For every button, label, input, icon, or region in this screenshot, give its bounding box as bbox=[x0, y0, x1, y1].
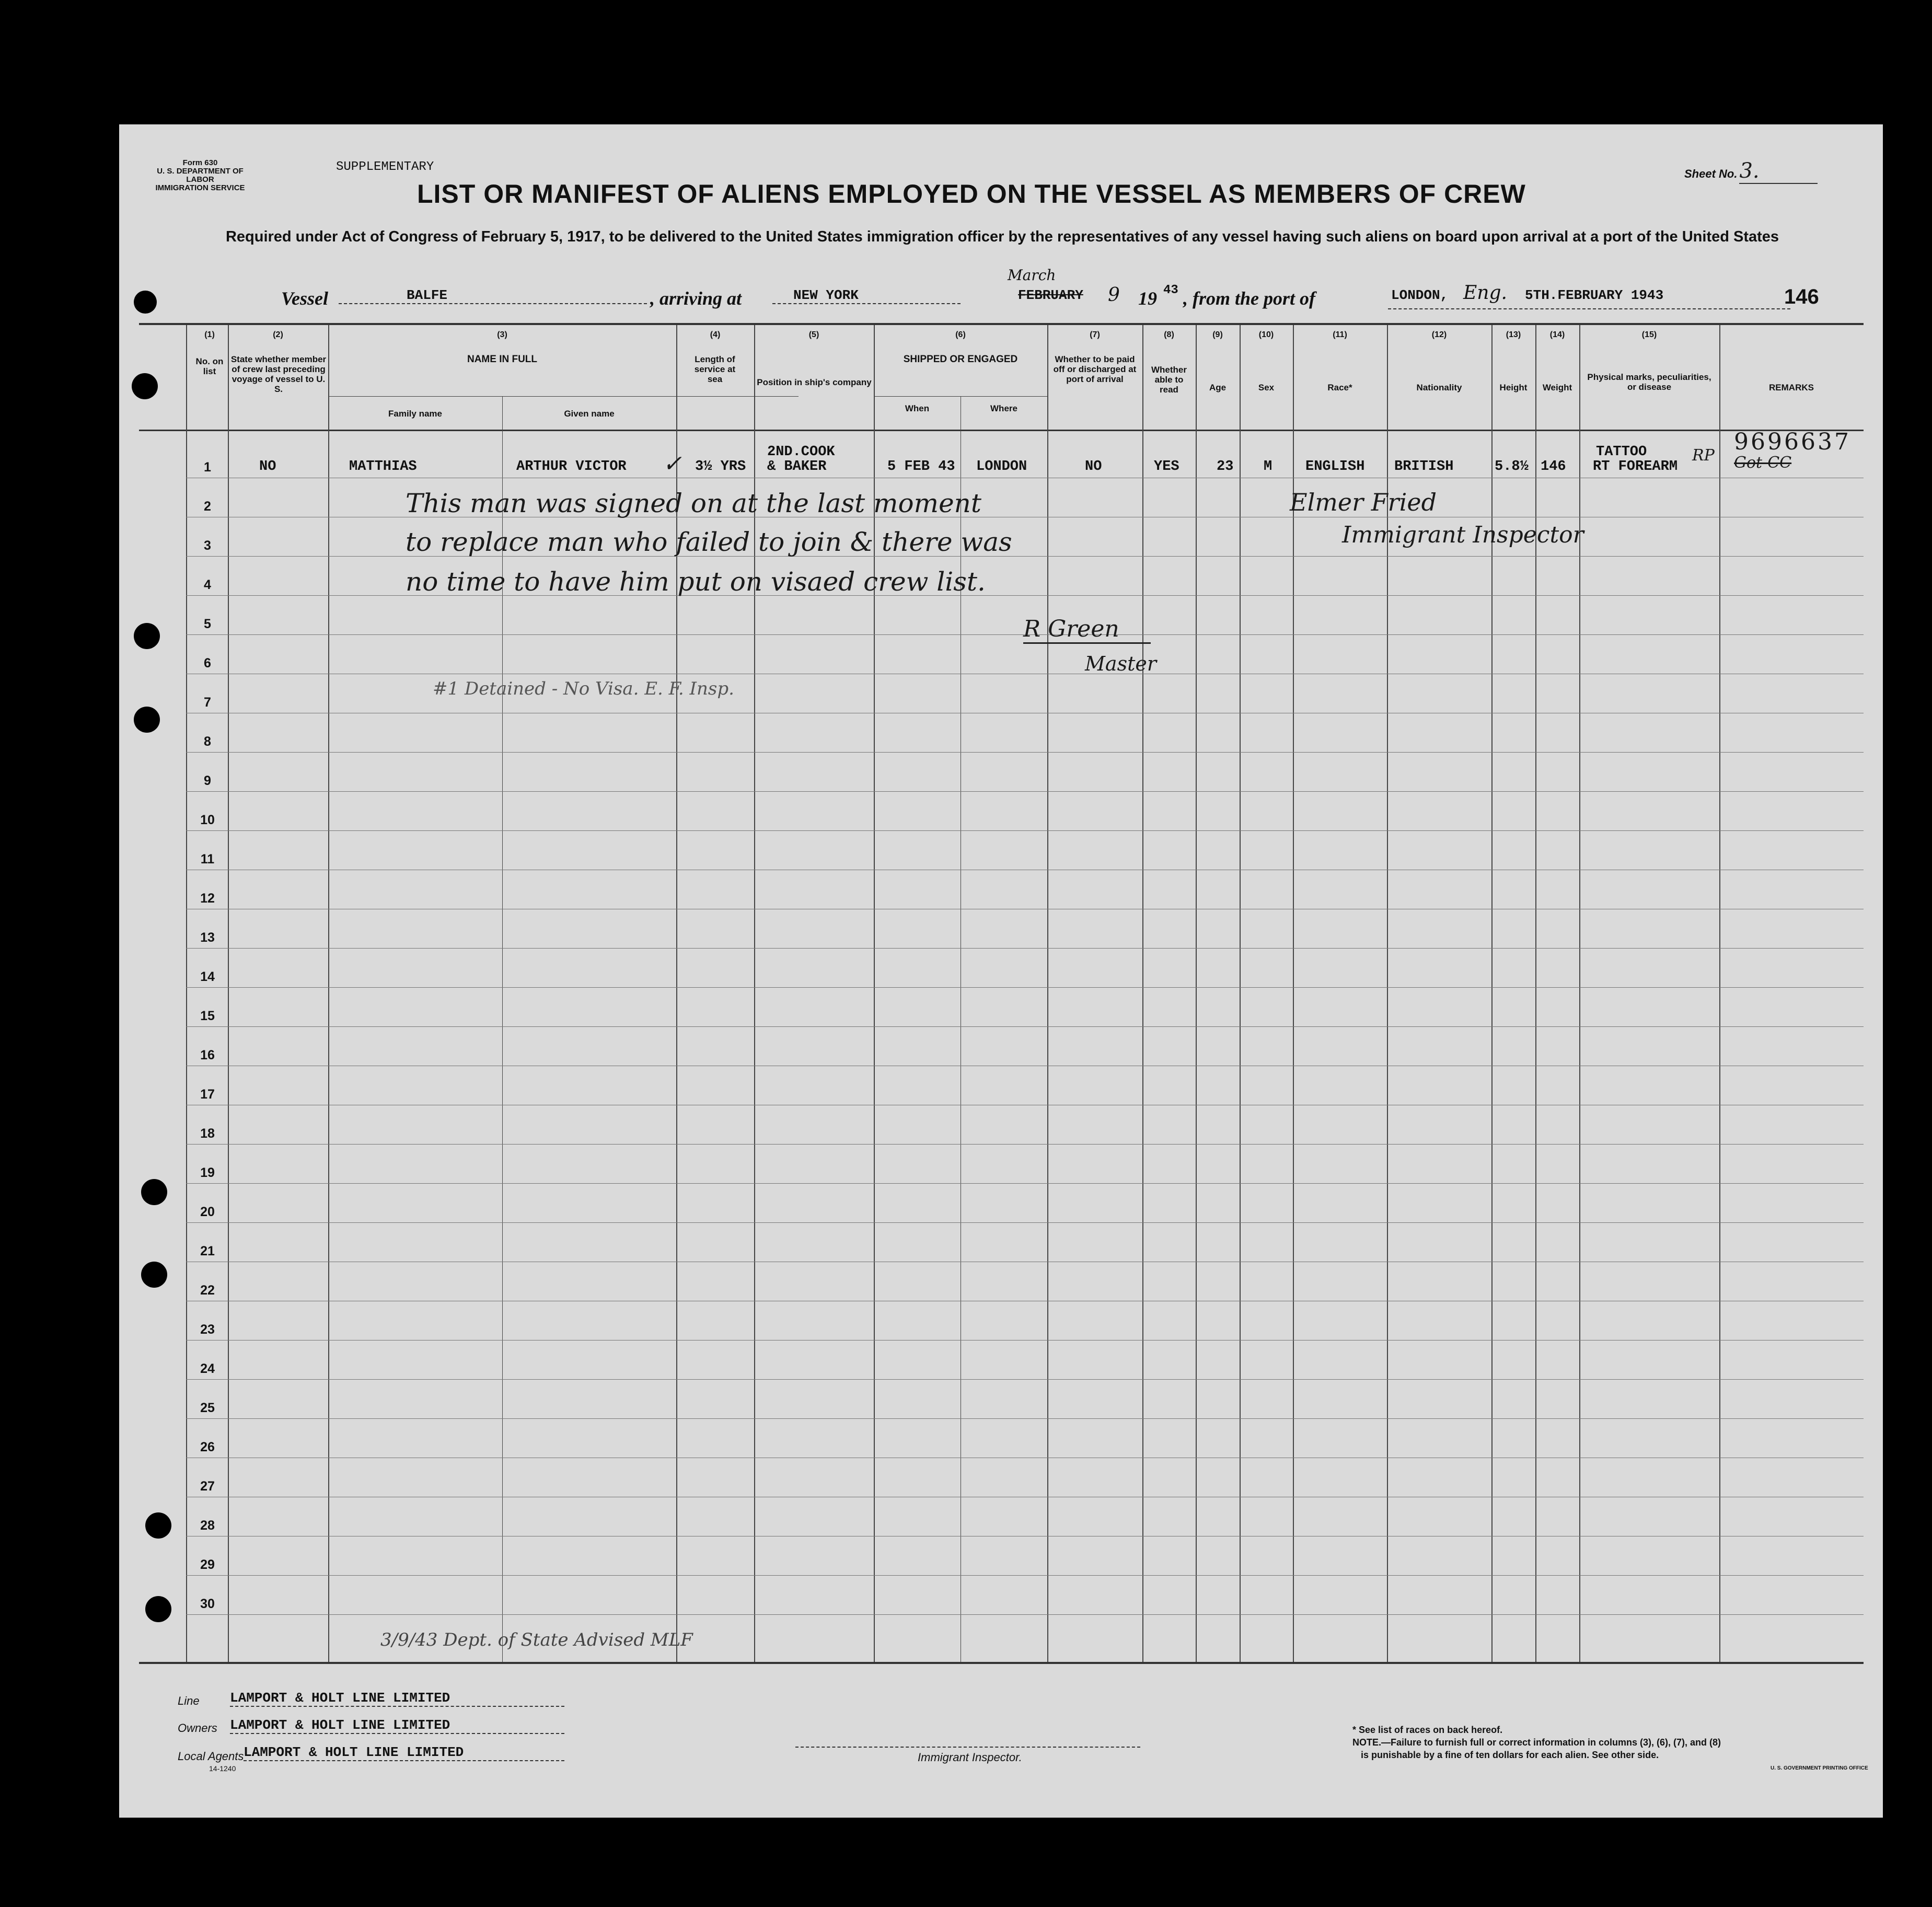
row-number: 27 bbox=[200, 1479, 215, 1494]
check-mark-icon: ✓ bbox=[663, 450, 682, 477]
row-number: 19 bbox=[200, 1165, 215, 1180]
col-header-read: Whether able to read bbox=[1151, 365, 1187, 395]
col-header-paid-off: Whether to be paid off or discharged at port of arrival bbox=[1053, 354, 1137, 384]
col-num-3: (3) bbox=[497, 330, 507, 339]
entry-when: 5 FEB 43 bbox=[887, 459, 955, 475]
row-number: 25 bbox=[200, 1401, 215, 1415]
inspector-title: Immigrant Inspector bbox=[1342, 522, 1584, 548]
arrival-port: NEW YORK bbox=[772, 287, 961, 304]
col-num-1: (1) bbox=[204, 330, 215, 339]
month-handwritten: March bbox=[1008, 267, 1056, 284]
row-number: 12 bbox=[200, 891, 215, 906]
entry-given-name: ARTHUR VICTOR bbox=[516, 459, 627, 475]
entry-position-2: & BAKER bbox=[767, 459, 827, 475]
printer-credit: U. S. GOVERNMENT PRINTING OFFICE bbox=[1771, 1765, 1868, 1771]
row-number: 3 bbox=[204, 538, 211, 553]
agents-label: Local Agents bbox=[178, 1750, 244, 1763]
col-header-age: Age bbox=[1209, 383, 1227, 392]
vessel-label: Vessel bbox=[281, 288, 328, 309]
page-subtitle: Required under Act of Congress of February 5, 1917, to be delivered to the United States immigration officer by the representatives of any vessel having such aliens on board upon arrival at a port of the United States bbox=[225, 228, 1779, 245]
binder-hole bbox=[141, 1262, 167, 1288]
col-num-8: (8) bbox=[1164, 330, 1174, 339]
supplementary-label: SUPPLEMENTARY bbox=[336, 160, 434, 174]
col-num-5: (5) bbox=[808, 330, 819, 339]
race-note: * See list of races on back hereof. bbox=[1352, 1725, 1503, 1735]
owners-value: LAMPORT & HOLT LINE LIMITED bbox=[230, 1717, 564, 1734]
row-number: 20 bbox=[200, 1205, 215, 1219]
row7-annotation: #1 Detained - No Visa. E. F. Insp. bbox=[433, 678, 734, 699]
row-number: 23 bbox=[200, 1322, 215, 1337]
col-header-where: Where bbox=[990, 403, 1017, 413]
col-header-race: Race* bbox=[1327, 383, 1352, 392]
binder-hole bbox=[132, 373, 158, 399]
entry-remarks-number: 9696637 bbox=[1734, 429, 1851, 455]
entry-initials: RP bbox=[1692, 446, 1715, 465]
row-number: 14 bbox=[200, 969, 215, 984]
department: U. S. DEPARTMENT OF LABOR bbox=[157, 167, 244, 184]
row-rule bbox=[186, 987, 1864, 988]
col-header-given-name: Given name bbox=[564, 409, 615, 419]
col-header-family-name: Family name bbox=[388, 409, 442, 419]
entry-where: LONDON bbox=[976, 459, 1027, 475]
from-port-handwritten: Eng. bbox=[1463, 282, 1507, 304]
handwritten-note-line-1: This man was signed on at the last moment bbox=[406, 488, 981, 518]
col-header-service: Length of service at sea bbox=[694, 354, 736, 384]
row-number: 28 bbox=[200, 1518, 215, 1533]
from-label: , from the port of bbox=[1183, 288, 1316, 309]
departure-date: 5TH.FEBRUARY 1943 bbox=[1525, 287, 1664, 303]
sheet-number: 3. bbox=[1739, 159, 1818, 184]
manifest-sheet bbox=[119, 124, 1883, 1818]
col-num-14: (14) bbox=[1549, 330, 1565, 339]
binder-hole bbox=[134, 291, 157, 314]
row-rule bbox=[186, 1222, 1864, 1223]
binder-hole bbox=[134, 707, 160, 733]
col-header-name-in-full: NAME IN FULL bbox=[467, 354, 538, 365]
row-number: 7 bbox=[204, 695, 211, 710]
list-number: 146 bbox=[1784, 285, 1819, 308]
inspector-label: Immigrant Inspector. bbox=[918, 1751, 1022, 1764]
row-number: 13 bbox=[200, 930, 215, 945]
row-number: 16 bbox=[200, 1048, 215, 1062]
col-num-12: (12) bbox=[1431, 330, 1447, 339]
form-number: Form 630 bbox=[182, 158, 218, 167]
row-number: 6 bbox=[204, 656, 211, 671]
row-number: 4 bbox=[204, 577, 211, 592]
entry-race: ENGLISH bbox=[1305, 459, 1365, 475]
col-header-physical-marks: Physical marks, peculiarities, or disease bbox=[1587, 372, 1711, 392]
row-rule bbox=[186, 1614, 1864, 1615]
row-rule bbox=[186, 1026, 1864, 1027]
entry-sex: M bbox=[1264, 459, 1272, 475]
row-rule bbox=[186, 752, 1864, 753]
row-number: 29 bbox=[200, 1557, 215, 1572]
row-rule bbox=[186, 1144, 1864, 1145]
master-signature: R Green bbox=[1023, 616, 1151, 644]
col-header-nationality: Nationality bbox=[1416, 383, 1462, 392]
row-number: 15 bbox=[200, 1009, 215, 1023]
owners-label: Owners bbox=[178, 1721, 217, 1735]
row-rule bbox=[186, 791, 1864, 792]
col-num-6: (6) bbox=[955, 330, 966, 339]
col-num-13: (13) bbox=[1506, 330, 1521, 339]
row-number: 26 bbox=[200, 1440, 215, 1454]
entry-age: 23 bbox=[1217, 459, 1234, 475]
entry-row-1 bbox=[119, 124, 1883, 542]
row-number: 5 bbox=[204, 617, 211, 631]
col-header-prev-voyage: State whether member of crew last preceding voyage of vessel to U. S. bbox=[230, 354, 327, 394]
line-label: Line bbox=[178, 1694, 200, 1707]
row-rule bbox=[186, 1418, 1864, 1419]
entry-marks-1: TATTOO bbox=[1596, 444, 1647, 460]
col-header-when: When bbox=[905, 403, 930, 413]
row-number: 21 bbox=[200, 1244, 215, 1258]
inspector-signature: Elmer Fried bbox=[1290, 488, 1437, 516]
sheet-label: Sheet No. bbox=[1684, 167, 1738, 180]
row-number: 17 bbox=[200, 1087, 215, 1102]
entry-height: 5.8½ bbox=[1495, 459, 1529, 475]
row-number: 2 bbox=[204, 499, 211, 514]
col-num-15: (15) bbox=[1641, 330, 1657, 339]
row-number: 9 bbox=[204, 773, 211, 788]
row-rule bbox=[186, 948, 1864, 949]
penalty-note-line-1: NOTE.—Failure to furnish full or correct information in columns (3), (6), (7), and (8) bbox=[1352, 1737, 1721, 1748]
entry-paid-off: NO bbox=[1085, 459, 1102, 475]
row-number: 1 bbox=[204, 460, 211, 475]
entry-prev-voyage: NO bbox=[259, 459, 276, 475]
col-num-2: (2) bbox=[273, 330, 283, 339]
row-number: 11 bbox=[200, 852, 215, 866]
col-header-position: Position in ship's company bbox=[757, 377, 872, 387]
arriving-label: , arriving at bbox=[650, 288, 742, 309]
row-number: 24 bbox=[200, 1361, 215, 1376]
line-value: LAMPORT & HOLT LINE LIMITED bbox=[230, 1690, 564, 1707]
col-header-remarks: REMARKS bbox=[1769, 383, 1814, 392]
bottom-annotation: 3/9/43 Dept. of State Advised MLF bbox=[380, 1629, 693, 1650]
vessel-name: BALFE bbox=[339, 287, 647, 304]
col-num-7: (7) bbox=[1090, 330, 1100, 339]
col-num-10: (10) bbox=[1258, 330, 1274, 339]
col-header-no-on-list: No. on list bbox=[195, 356, 224, 376]
year-suffix: 43 bbox=[1163, 283, 1178, 297]
entry-family-name: MATTHIAS bbox=[349, 459, 417, 475]
row-rule bbox=[186, 830, 1864, 831]
arrival-day: 9 bbox=[1108, 284, 1120, 306]
row-rule bbox=[186, 1575, 1864, 1576]
handwritten-note-line-2: to replace man who failed to join & there was bbox=[406, 527, 1012, 557]
row-number: 30 bbox=[200, 1597, 215, 1611]
row-number: 8 bbox=[204, 734, 211, 749]
row-number: 18 bbox=[200, 1126, 215, 1141]
row-number: 10 bbox=[200, 813, 215, 827]
col-header-height: Height bbox=[1499, 383, 1528, 392]
binder-hole bbox=[134, 623, 160, 649]
agents-code: 14-1240 bbox=[209, 1764, 236, 1773]
master-title: Master bbox=[1085, 652, 1156, 675]
inspector-signature-line bbox=[795, 1747, 1140, 1748]
row-rule bbox=[186, 1183, 1864, 1184]
from-port: LONDON, bbox=[1391, 287, 1449, 303]
entry-read: YES bbox=[1154, 459, 1179, 475]
row-rule bbox=[186, 1379, 1864, 1380]
row-number: 22 bbox=[200, 1283, 215, 1298]
col-header-weight: Weight bbox=[1542, 383, 1572, 392]
year-prefix: 19 bbox=[1138, 288, 1157, 309]
col-num-4: (4) bbox=[710, 330, 721, 339]
binder-hole bbox=[145, 1512, 171, 1539]
page-title: LIST OR MANIFEST OF ALIENS EMPLOYED ON THE VESSEL AS MEMBERS OF CREW bbox=[417, 179, 1526, 209]
entry-service: 3½ YRS bbox=[695, 459, 746, 475]
table-bottom-rule bbox=[139, 1662, 1864, 1664]
entry-nationality: BRITISH bbox=[1394, 459, 1454, 475]
col-num-9: (9) bbox=[1212, 330, 1223, 339]
entry-marks-2: RT FOREARM bbox=[1593, 459, 1678, 475]
col-num-11: (11) bbox=[1333, 330, 1347, 339]
service: IMMIGRATION SERVICE bbox=[155, 183, 245, 192]
col-header-sex: Sex bbox=[1258, 383, 1275, 392]
entry-remarks-struck: Got-CC bbox=[1734, 454, 1792, 472]
month-struck: FEBRUARY bbox=[1018, 287, 1083, 303]
col-header-shipped: SHIPPED OR ENGAGED bbox=[903, 354, 1018, 365]
penalty-note-line-2: is punishable by a fine of ten dollars for each alien. See other side. bbox=[1361, 1750, 1659, 1760]
entry-position-1: 2ND.COOK bbox=[767, 444, 835, 460]
handwritten-note-line-3: no time to have him put on visaed crew list. bbox=[406, 567, 986, 597]
binder-hole bbox=[145, 1596, 171, 1622]
binder-hole bbox=[141, 1179, 167, 1205]
entry-weight: 146 bbox=[1541, 459, 1566, 475]
agents-value: LAMPORT & HOLT LINE LIMITED bbox=[244, 1744, 564, 1761]
